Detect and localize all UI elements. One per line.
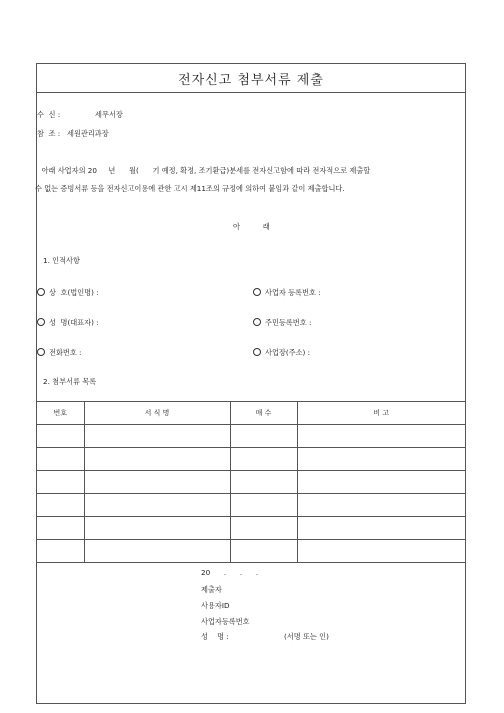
footer-name-label: 성 명 : [201, 632, 229, 641]
field-phone [37, 348, 81, 356]
bullet-circle-icon [37, 348, 45, 356]
col-header-number: 번호 [37, 402, 84, 425]
table-cell [37, 517, 84, 540]
table-cell [84, 448, 230, 471]
table-row [37, 425, 465, 448]
table-header-row [37, 402, 465, 425]
table-cell [297, 471, 465, 494]
reference-value: 세원관리과장 [67, 129, 109, 138]
table-cell [230, 494, 297, 517]
field-label: 사업자 등록번호 : [265, 288, 321, 297]
footer-submitter: 제출자 [201, 585, 222, 594]
table-cell [297, 494, 465, 517]
section2-title: 2. 첨부서류 목록 [43, 377, 97, 386]
document-form [36, 63, 466, 704]
table-cell [297, 517, 465, 540]
title-row [37, 64, 465, 93]
field-address [253, 348, 310, 356]
col-header-count: 매 수 [230, 402, 297, 425]
page-title: 전자신고 첨부서류 제출 [178, 72, 324, 88]
table-cell [230, 471, 297, 494]
table-cell [37, 494, 84, 517]
table-row [37, 494, 465, 517]
table-row [37, 471, 465, 494]
table-cell [84, 425, 230, 448]
table-cell [37, 540, 84, 563]
field-label: 상 호(법인명) : [49, 288, 99, 297]
table-cell [84, 494, 230, 517]
field-representative [37, 318, 99, 326]
heading-below: 아 래 [233, 222, 270, 231]
section1-title: 1. 인적사항 [43, 256, 80, 265]
footer-sign: (서명 또는 인) [284, 632, 329, 641]
table-cell [230, 517, 297, 540]
field-label: 주민등록번호 : [265, 318, 312, 327]
bullet-circle-icon [37, 288, 45, 296]
footer-date: 20 . . . [201, 568, 259, 577]
table-cell [84, 540, 230, 563]
table-cell [84, 471, 230, 494]
table-cell [297, 425, 465, 448]
bullet-circle-icon [253, 348, 261, 356]
reference-label: 참 조 : [37, 129, 61, 138]
table-cell [297, 448, 465, 471]
field-label: 사업장(주소) : [265, 348, 311, 357]
table-cell [230, 448, 297, 471]
field-resident-number [253, 318, 311, 326]
body-line-1: 아래 사업자의 20 년 월( 기 예정, 확정, 조기환급)분세를 전자신고함에 따라 전자적으로 제출할 [37, 166, 371, 175]
table-row [37, 448, 465, 471]
recipient-label: 수 신 : [37, 110, 61, 119]
body-line-2: 수 없는 증빙서류 등을 전자신고이용에 관한 고시 제11조의 규정에 의하여 붙임과 같이 제출합니다. [35, 184, 345, 193]
table-cell [37, 425, 84, 448]
recipient-value: 세무서장 [95, 110, 123, 119]
table-cell [230, 540, 297, 563]
field-label: 전화번호 : [49, 348, 82, 357]
attachment-table [37, 401, 465, 563]
bullet-circle-icon [37, 318, 45, 326]
bullet-circle-icon [253, 318, 261, 326]
footer-biz-no: 사업자등록번호 [201, 617, 250, 626]
table-row [37, 517, 465, 540]
field-business-number [253, 288, 321, 296]
footer-user-id: 사용자ID [201, 601, 230, 610]
col-header-form-name: 서 식 명 [84, 402, 230, 425]
table-cell [230, 425, 297, 448]
field-company-name [37, 288, 99, 296]
col-header-remarks: 비 고 [297, 402, 465, 425]
field-label: 성 명(대표자) : [49, 318, 99, 327]
table-row [37, 540, 465, 563]
bullet-circle-icon [253, 288, 261, 296]
table-cell [84, 517, 230, 540]
table-cell [297, 540, 465, 563]
table-cell [37, 448, 84, 471]
table-cell [37, 471, 84, 494]
